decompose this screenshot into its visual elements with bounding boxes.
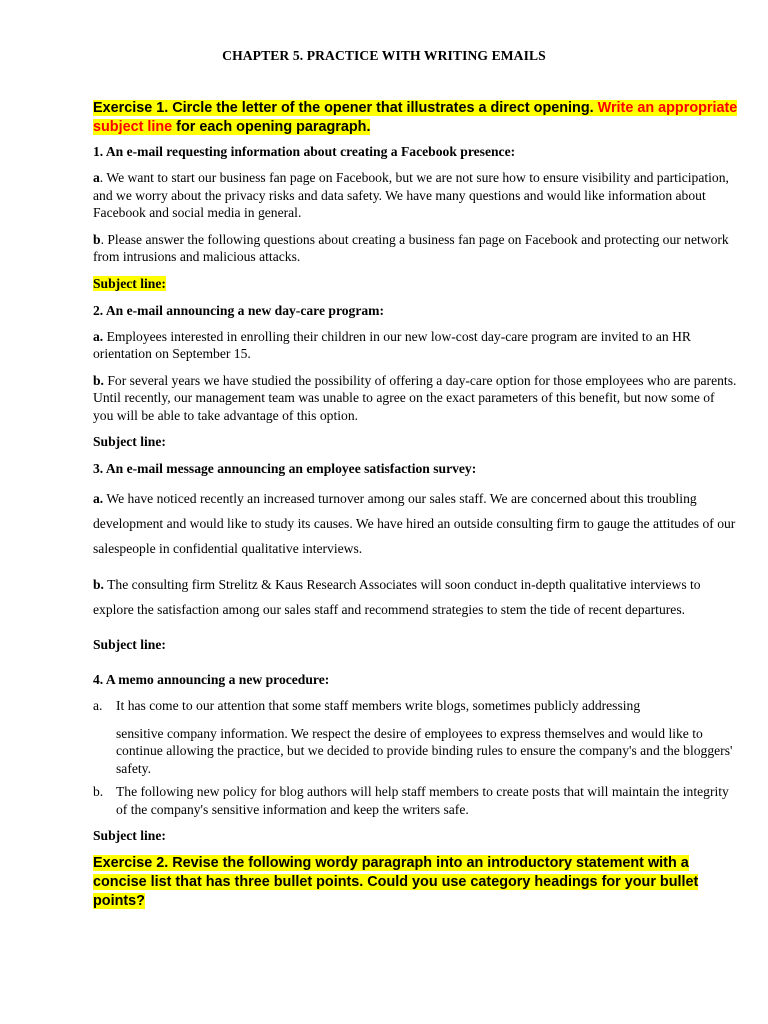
question-1-option-a xyxy=(93,169,738,222)
exercise-1-highlight xyxy=(93,100,737,135)
option-text: The following new policy for blog authors will help staff members to create posts that will maintain the integrity of the company's sensitive information and keep the writers safe. xyxy=(116,784,729,817)
option-label: b xyxy=(93,231,101,247)
option-text: The consulting firm Strelitz & Kaus Research Associates will soon conduct in-depth qualitative interviews to explore the satisfaction among our sales staff and recommend strategies to stem the tide of recent departures. xyxy=(93,577,701,617)
exercise-1-text: Exercise 1. Circle the letter of the opener that illustrates a direct opening. xyxy=(93,100,594,116)
option-text: We have noticed recently an increased turnover among our sales staff. We are concerned about this troubling development and would like to study its causes. We have hired an outside consulting firm to gauge the attitudes of our salespeople in confidential qualitative interviews. xyxy=(93,491,736,556)
exercise-1-tail: for each opening paragraph. xyxy=(176,119,371,135)
option-label: b. xyxy=(93,784,104,799)
question-1-option-b xyxy=(93,231,738,266)
question-2-option-a xyxy=(93,328,738,363)
question-1-subject-line xyxy=(93,275,738,292)
question-4-option-a xyxy=(93,697,738,777)
option-text: For several years we have studied the possibility of offering a day-care option for those employees who are parents. Until recently, our management team was unable to agree on the exact parameters of this benefit, but now some of you will be able to take advantage of this option. xyxy=(93,372,737,423)
question-3-heading xyxy=(93,460,738,477)
option-first-line: It has come to our attention that some staff members write blogs, sometimes publicly addressing xyxy=(116,698,641,713)
option-text: . We want to start our business fan page on Facebook, but we are not sure how to ensure visibility and participation, and we worry about the privacy risks and data safety. We have many questions and would like information about Facebook and social media in general. xyxy=(93,170,729,220)
option-label: b. xyxy=(93,577,104,592)
question-3-option-b xyxy=(93,572,738,622)
question-2-heading: 2. An e-mail announcing a new day-care program: xyxy=(93,302,385,318)
question-4-heading: 4. A memo announcing a new procedure: xyxy=(93,672,330,687)
option-label: a. xyxy=(93,491,104,506)
option-label: a. xyxy=(93,698,103,713)
option-label: a xyxy=(93,170,100,185)
question-3-option-a xyxy=(93,486,738,561)
question-2-subject-line: Subject line: xyxy=(93,434,166,449)
exercise-2-instruction xyxy=(93,854,738,911)
exercise-2-highlight: Exercise 2. Revise the following wordy paragraph into an introductory statement with a concise list that has three bullet points. Could you use category headings for your bullet points? xyxy=(93,855,699,909)
question-4-option-b xyxy=(93,783,738,818)
chapter-title: CHAPTER 5. PRACTICE WITH WRITING EMAILS xyxy=(222,48,546,63)
exercise-1-instruction xyxy=(93,99,738,137)
question-text: . An e-mail message announcing an employee satisfaction survey: xyxy=(99,461,477,476)
option-text: Employees interested in enrolling their children in our new low-cost day-care program are invited to an HR orientation on September 15. xyxy=(93,328,691,361)
option-label: b. xyxy=(93,372,104,388)
option-text: . Please answer the following questions about creating a business fan page on Facebook and protecting our network from intrusions and malicious attacks. xyxy=(93,231,729,264)
option-text: sensitive company information. We respect the desire of employees to express themselves and would like to continue allowing the practice, but we decided to provide binding rules to ensure the company's and the bloggers' safety. xyxy=(116,725,733,776)
question-1-heading: 1. An e-mail requesting information about creating a Facebook presence: xyxy=(93,144,516,159)
question-4-options xyxy=(93,697,738,818)
question-3-subject-line: Subject line: xyxy=(93,637,166,652)
question-4-subject-line: Subject line: xyxy=(93,828,166,843)
question-2-option-b xyxy=(93,372,738,425)
option-label: a. xyxy=(93,328,104,344)
exercise-1-red-text: Write an appropriate subject line xyxy=(93,100,738,135)
subject-line-label: Subject line: xyxy=(93,275,166,291)
question-number: 3 xyxy=(93,461,100,476)
